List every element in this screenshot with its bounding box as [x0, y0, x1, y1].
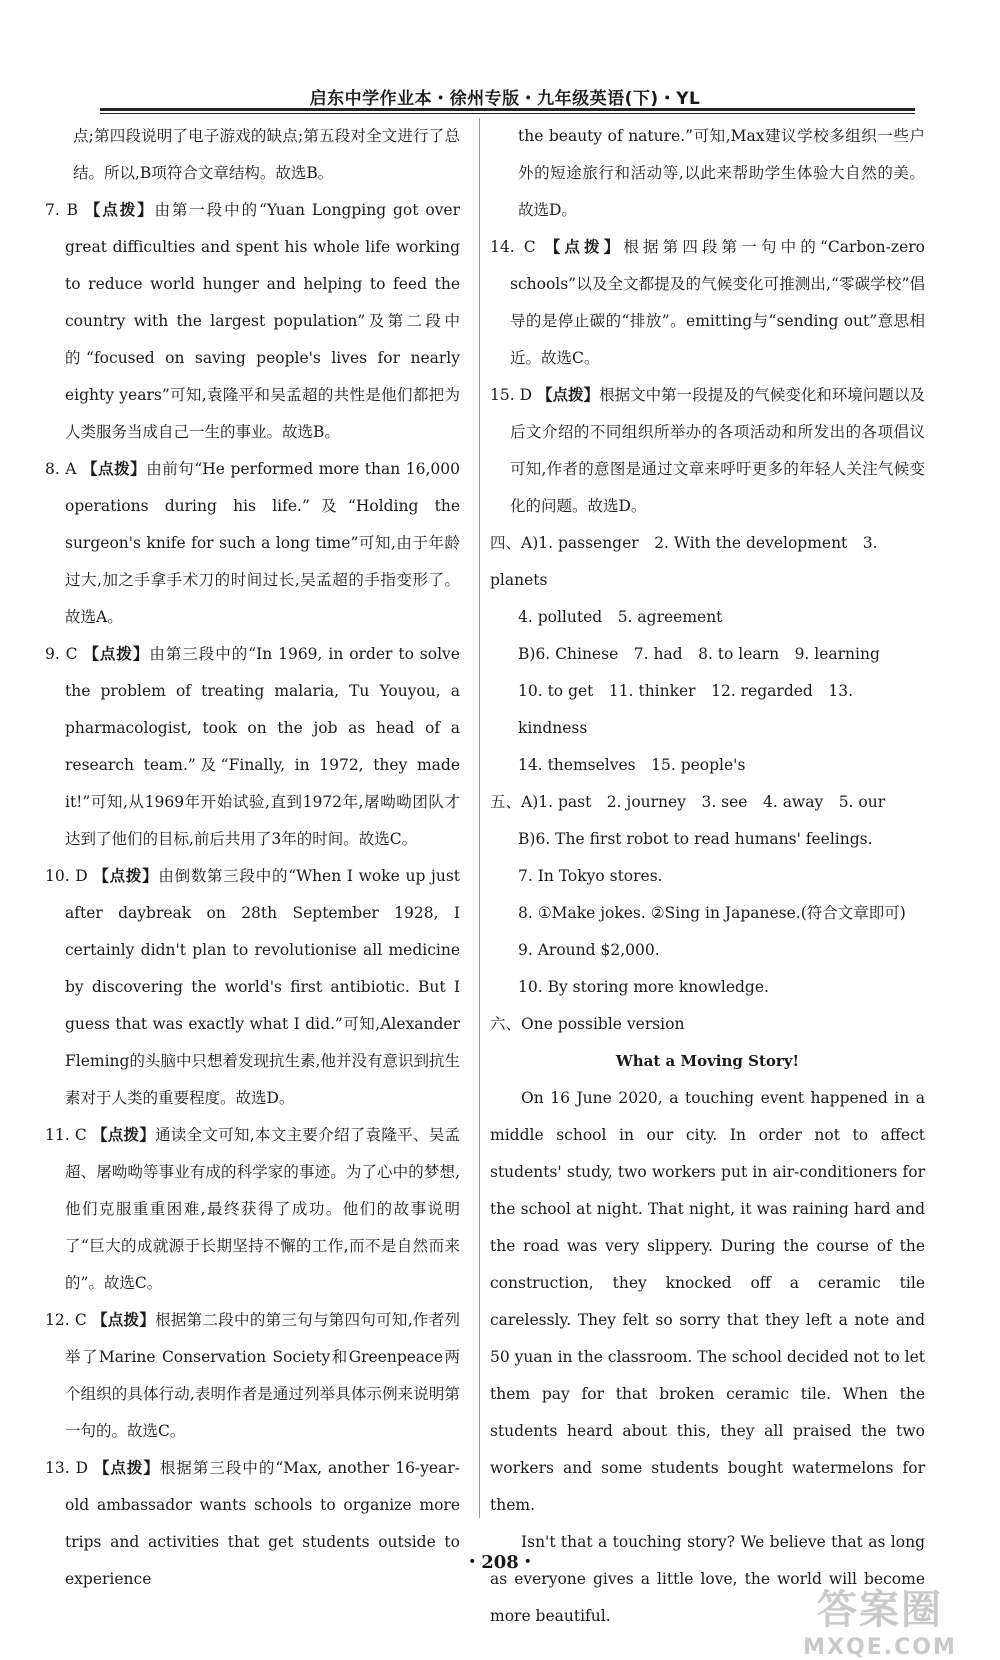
- hint-tag: 【点拨】: [93, 867, 159, 885]
- answer-line: 10. to get 11. thinker 12. regarded 13. kindness: [518, 682, 853, 737]
- right-column: [490, 118, 925, 1635]
- essay-paragraph: On 16 June 2020, a touching event happened in a middle school in our city. In order not to affect students' study, two workers put in air-conditioners for the school at night. That night, it was raining hard and the road was very slippery. During the course of the construction, they knocked off a ceramic tile carelessly. They felt so sorry that they left a note and 50 yuan in the classroom. The school decided not to let them pay for that broken ceramic tile. When the students heard about this, they all praised the two workers and some students bought watermelons for them.: [490, 1089, 925, 1514]
- answer-number: 13. D: [45, 1459, 88, 1477]
- hint-tag: 【点拨】: [81, 460, 147, 478]
- answer-line: 8. ①Make jokes. ②Sing in Japanese.(符合文章即可): [518, 904, 906, 922]
- page-header: 启东中学作业本・徐州专版・九年级英语(下)・YL: [309, 89, 701, 109]
- watermark-text: 答案圈: [817, 1587, 943, 1633]
- answer-number: 9. C: [45, 645, 78, 663]
- answer-number: 11. C: [45, 1126, 87, 1144]
- answer-number: 14. C: [490, 238, 536, 256]
- answer-number: 15. D: [490, 386, 533, 404]
- answer-13-continued: the beauty of nature.”可知,Max建议学校多组织一些户外的短途旅行和活动等,以此来帮助学生体验大自然的美。故选D。: [518, 127, 925, 219]
- page-number: ・208・: [463, 1552, 537, 1573]
- essay-paragraph: Isn't that a touching story? We believe that as long as everyone gives a little love, the world will become more beautiful.: [490, 1533, 925, 1625]
- essay-title: What a Moving Story!: [615, 1052, 800, 1070]
- answer-continued: 点;第四段说明了电子游戏的缺点;第五段对全文进行了总结。所以,B项符合文章结构。故选B。: [73, 127, 460, 182]
- answer-15: 15. D 【点拨】根据文中第一段提及的气候变化和环境问题以及后文介绍的不同组织所举办的各项活动和所发出的各项倡议可知,作者的意图是通过文章来呼吁更多的年轻人关注气候变化的问题。故选D。: [490, 386, 925, 515]
- watermark-url: MXQE.COM: [803, 1635, 957, 1660]
- answer-line: 7. In Tokyo stores.: [518, 867, 663, 885]
- answer-line: B)6. The first robot to read humans' feelings.: [518, 830, 873, 848]
- answer-number: 8. A: [45, 460, 77, 478]
- hint-tag: 【点拨】: [536, 386, 600, 404]
- answer-line: 10. By storing more knowledge.: [518, 978, 769, 996]
- answer-line: B)6. Chinese 7. had 8. to learn 9. learning: [518, 645, 880, 663]
- answer-line: 14. themselves 15. people's: [518, 756, 746, 774]
- header-rule-thin: [100, 113, 915, 114]
- answer-14: 14. C 【点拨】根据第四段第一句中的“Carbon-zero schools”以及全文都提及的气候变化可推测出,“零碳学校”倡导的是停止碳的“排放”。emitting与“sending out”意思相近。故选C。: [490, 238, 925, 367]
- answer-7: 7. B 【点拨】由第一段中的“Yuan Longping got over great difficulties and spent his whole life working to reduce world hunger and helping to feed the country with the largest population”及第二段中的“focused on saving people's lives for nearly eighty years”可知,袁隆平和吴孟超的共性是他们都把为人类服务当成自己一生的事业。故选B。: [45, 201, 460, 441]
- answer-line: 六、One possible version: [490, 1015, 685, 1033]
- header-rule: [100, 108, 915, 111]
- hint-tag: 【点拨】: [544, 238, 624, 256]
- column-divider: [479, 118, 480, 1518]
- left-column: [45, 118, 460, 1598]
- hint-tag: 【点拨】: [93, 1459, 160, 1477]
- answer-line: 4. polluted 5. agreement: [518, 608, 723, 626]
- answer-line: 9. Around $2,000.: [518, 941, 660, 959]
- answer-11: 11. C 【点拨】通读全文可知,本文主要介绍了袁隆平、吴孟超、屠呦呦等事业有成的科学家的事迹。为了心中的梦想,他们克服重重困难,最终获得了成功。他们的故事说明了“巨大的成就源于长期坚持不懈的工作,而不是自然而来的”。故选C。: [45, 1126, 460, 1292]
- answer-10: 10. D 【点拨】由倒数第三段中的“When I woke up just after daybreak on 28th September 1928, I certainly didn't plan to revolutionise all medicine by discovering the world's first antibiotic. But I guess that was exactly what I did.”可知,Alexander Fleming的头脑中只想着发现抗生素,他并没有意识到抗生素对于人类的重要程度。故选D。: [45, 867, 460, 1107]
- hint-tag: 【点拨】: [84, 201, 155, 219]
- answer-line: 五、A)1. past 2. journey 3. see 4. away 5. our: [490, 793, 886, 811]
- hint-tag: 【点拨】: [91, 1126, 156, 1144]
- hint-tag: 【点拨】: [83, 645, 150, 663]
- answer-number: 12. C: [45, 1311, 87, 1329]
- hint-tag: 【点拨】: [91, 1311, 156, 1329]
- answer-13: 13. D 【点拨】根据第三段中的“Max, another 16-year-old ambassador wants schools to organize more trips and activities that get students outside to experience: [45, 1459, 460, 1588]
- answer-9: 9. C 【点拨】由第三段中的“In 1969, in order to solve the problem of treating malaria, Tu Youyou, a pharmacologist, took on the job as head of a research team.”及“Finally, in 1972, they made it!”可知,从1969年开始试验,直到1972年,屠呦呦团队才达到了他们的目标,前后共用了3年的时间。故选C。: [45, 645, 460, 848]
- answer-12: 12. C 【点拨】根据第二段中的第三句与第四句可知,作者列举了Marine Conservation Society和Greenpeace两个组织的具体行动,表明作者是通过列举具体示例来说明第一句的。故选C。: [45, 1311, 460, 1440]
- answer-number: 7. B: [45, 201, 79, 219]
- answer-line: 四、A)1. passenger 2. With the development 3. planets: [490, 534, 878, 589]
- watermark-logo: [780, 1578, 980, 1660]
- answer-8: 8. A 【点拨】由前句“He performed more than 16,000 operations during his life.”及“Holding the surgeon's knife for such a long time”可知,由于年龄过大,加之手拿手术刀的时间过长,吴孟超的手指变形了。故选A。: [45, 460, 460, 626]
- answer-number: 10. D: [45, 867, 88, 885]
